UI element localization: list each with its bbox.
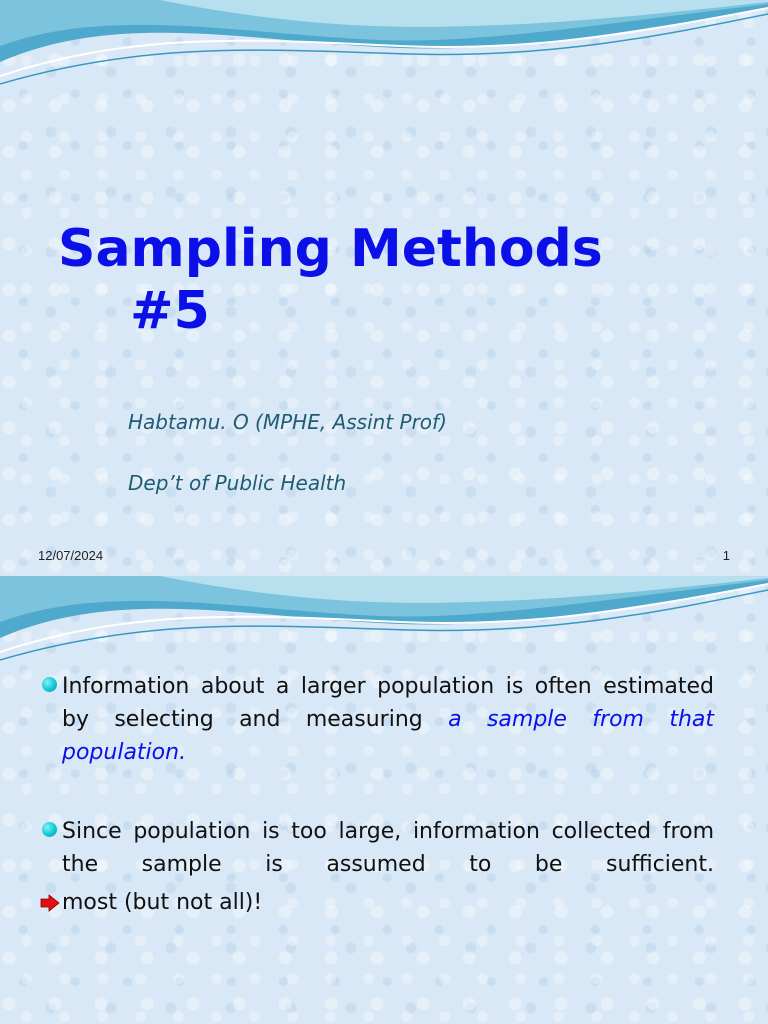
red-arrow-icon [40,894,60,912]
bullet-1-plain: Information about a larger population is often estimated by selecting and measuring [62,674,714,732]
slide-page-number: 1 [722,548,730,563]
wave-header-decoration [0,576,768,666]
teal-circle-bullet-icon [42,822,57,837]
title-line-2: #5 [130,281,210,341]
bullet-3-text: most (but not all)! [62,890,263,915]
teal-circle-bullet-icon [42,677,57,692]
slide-title [58,218,698,342]
bullet-item-3 [40,886,714,919]
bullet-1-emphasis: a sample from that population. [62,707,714,765]
author-line: Habtamu. O (MPHE, Assint Prof) [128,410,447,434]
title-line-1: Sampling Methods [58,219,603,279]
bullet-1-text [40,670,714,802]
slide-date: 12/07/2024 [38,548,104,563]
wave-header-decoration [0,0,768,90]
bullet-2-text: Since population is too large, information collected from the sample is assumed to be sufficient. [62,819,714,877]
department-line: Dep’t of Public Health [128,471,347,495]
bullet-item-1 [40,670,714,802]
